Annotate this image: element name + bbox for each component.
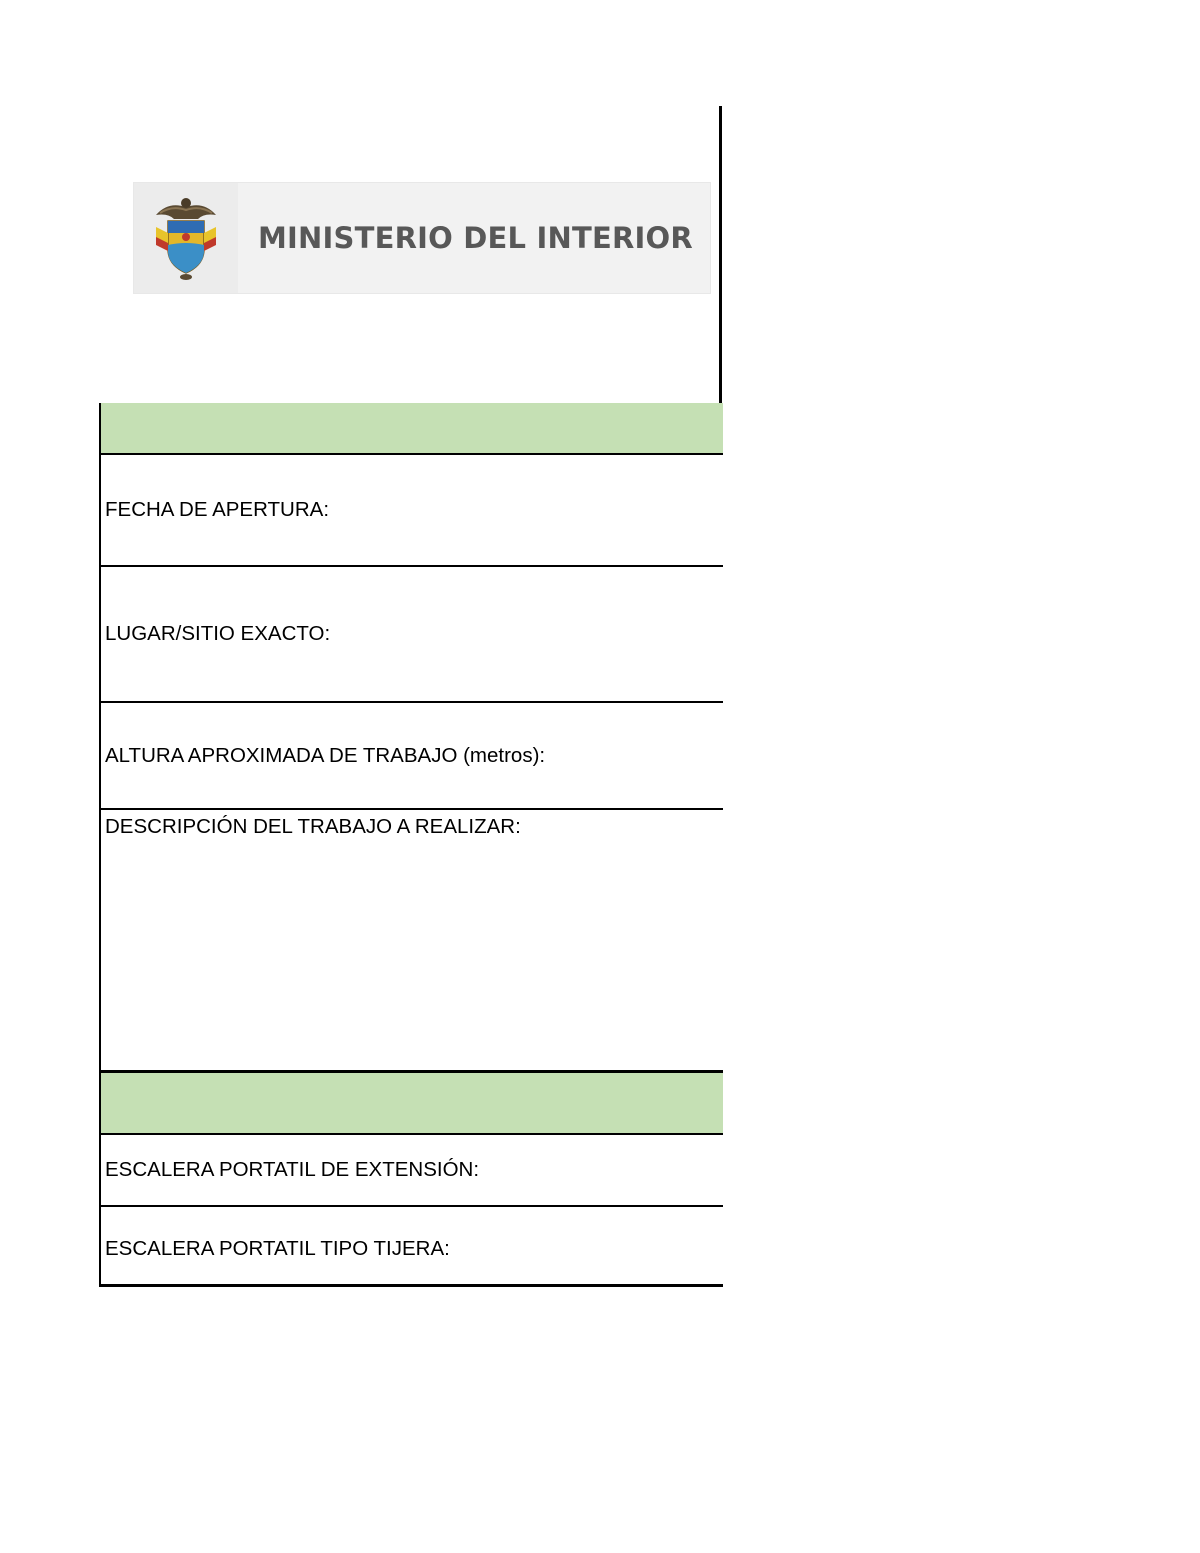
- field-label-altura: ALTURA APROXIMADA DE TRABAJO (metros):: [105, 744, 546, 767]
- field-label-fecha-apertura: FECHA DE APERTURA:: [105, 498, 330, 521]
- colombia-coat-of-arms-icon: [148, 193, 224, 283]
- equipment-label-escalera-tijera: ESCALERA PORTATIL TIPO TIJERA:: [105, 1237, 450, 1260]
- header-right-border: [719, 106, 722, 404]
- seal-background: [134, 183, 238, 293]
- ministry-logo: [134, 183, 710, 293]
- field-row-fecha: [101, 455, 723, 566]
- equipment-label-escalera-extension: ESCALERA PORTATIL DE EXTENSIÓN:: [105, 1158, 480, 1181]
- section-header-band: [101, 403, 723, 454]
- field-row-lugar: [101, 567, 723, 702]
- field-row-altura: [101, 703, 723, 809]
- field-label-descripcion: DESCRIPCIÓN DEL TRABAJO A REALIZAR:: [105, 815, 521, 838]
- field-label-lugar-sitio: LUGAR/SITIO EXACTO:: [105, 622, 331, 645]
- equipment-section-band: [101, 1073, 723, 1134]
- work-permit-form: [99, 403, 721, 1287]
- field-row-descripcion: [101, 810, 723, 1070]
- logo-text: MINISTERIO DEL INTERIOR: [258, 221, 693, 255]
- form-bottom-border: [101, 1284, 723, 1287]
- equipment-row-extension: [101, 1135, 723, 1205]
- equipment-row-tijera: [101, 1207, 723, 1283]
